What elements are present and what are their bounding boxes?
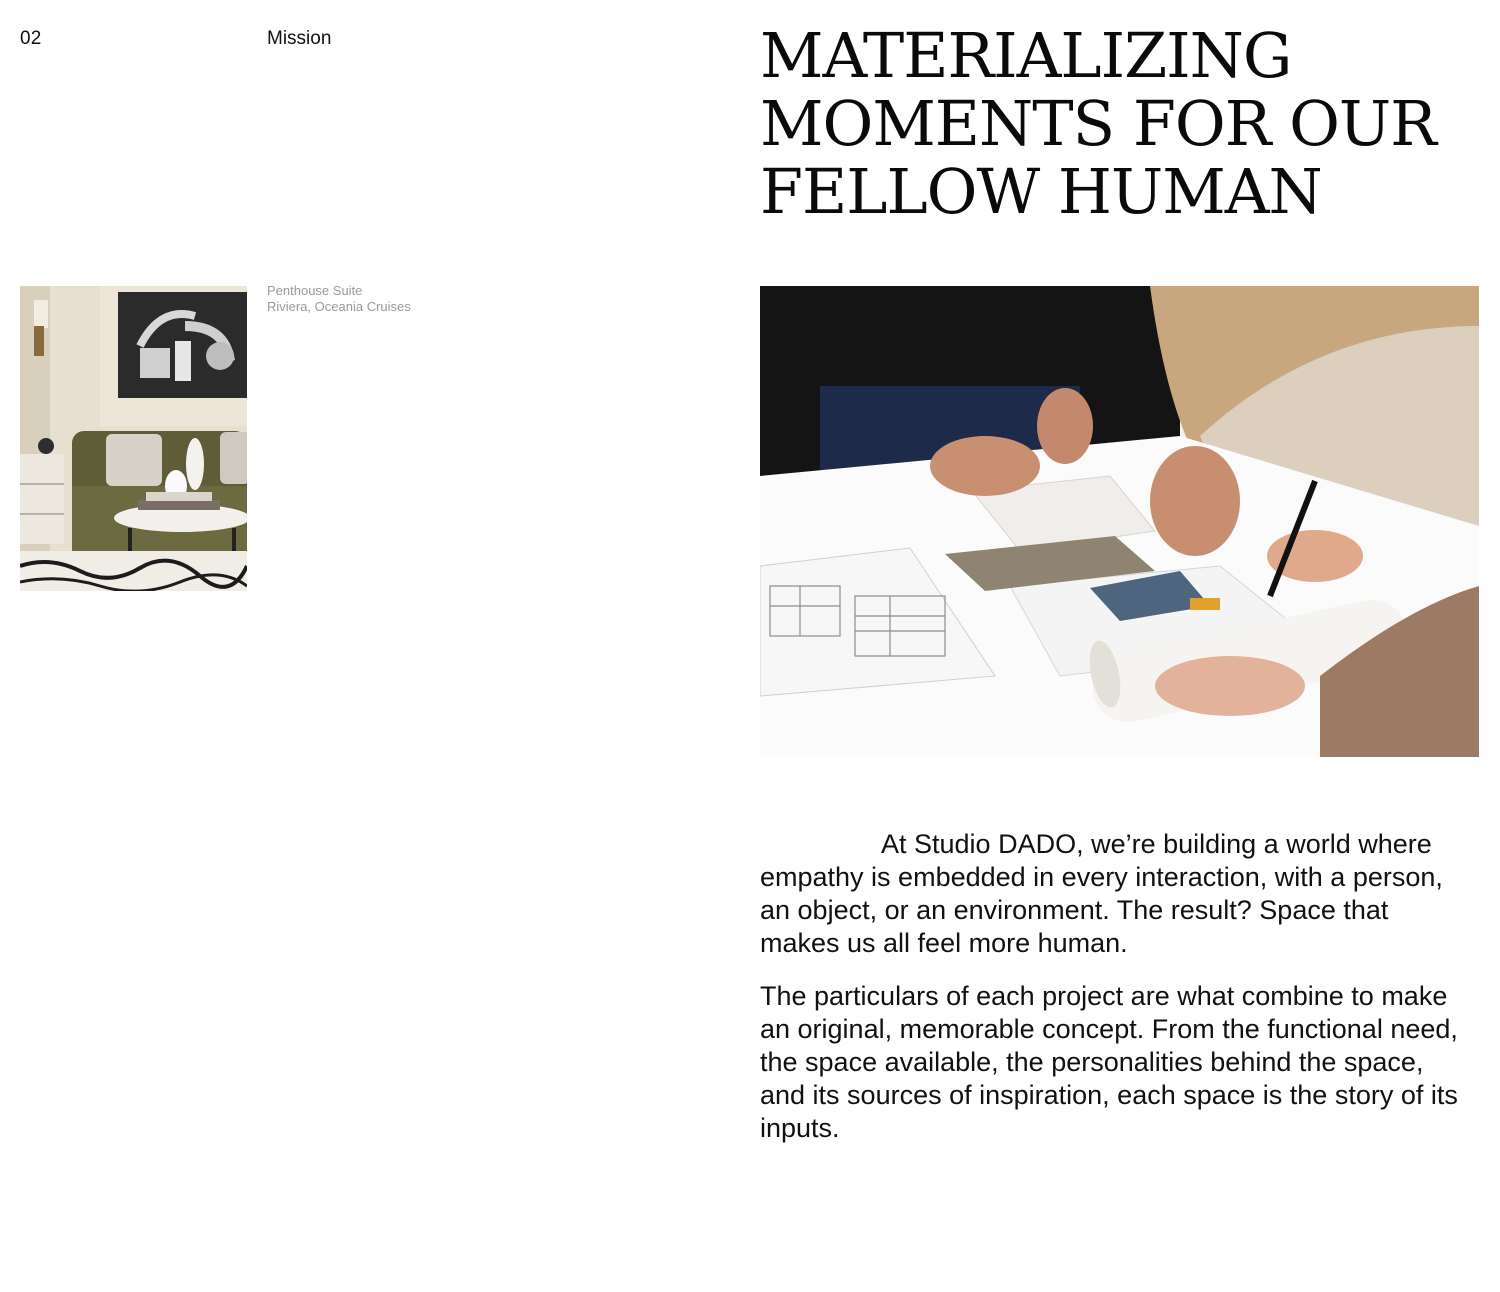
penthouse-suite-image[interactable] — [20, 286, 247, 591]
mission-body — [760, 828, 1475, 1165]
section-label: Mission — [267, 28, 332, 49]
mission-paragraph-1: At Studio DADO, we’re building a world where empathy is embedded in every interaction, with a person, an object, or an environment. The result? Space that makes us all feel more human. — [760, 829, 1443, 958]
team-working-on-plans-image — [760, 286, 1479, 757]
caption-subtitle: Riviera, Oceania Cruises — [267, 299, 411, 314]
mission-headline: MATERIALIZING MOMENTS FOR OUR FELLOW HUMAN — [760, 19, 1436, 228]
section-number: 02 — [20, 28, 42, 49]
image-caption — [267, 283, 411, 315]
mission-paragraph-2: The particulars of each project are what combine to make an original, memorable concept. From the functional need, the space available, the personalities behind the space, and its sources of inspiration, each space is the story of its inputs. — [760, 981, 1458, 1143]
caption-title: Penthouse Suite — [267, 283, 363, 298]
